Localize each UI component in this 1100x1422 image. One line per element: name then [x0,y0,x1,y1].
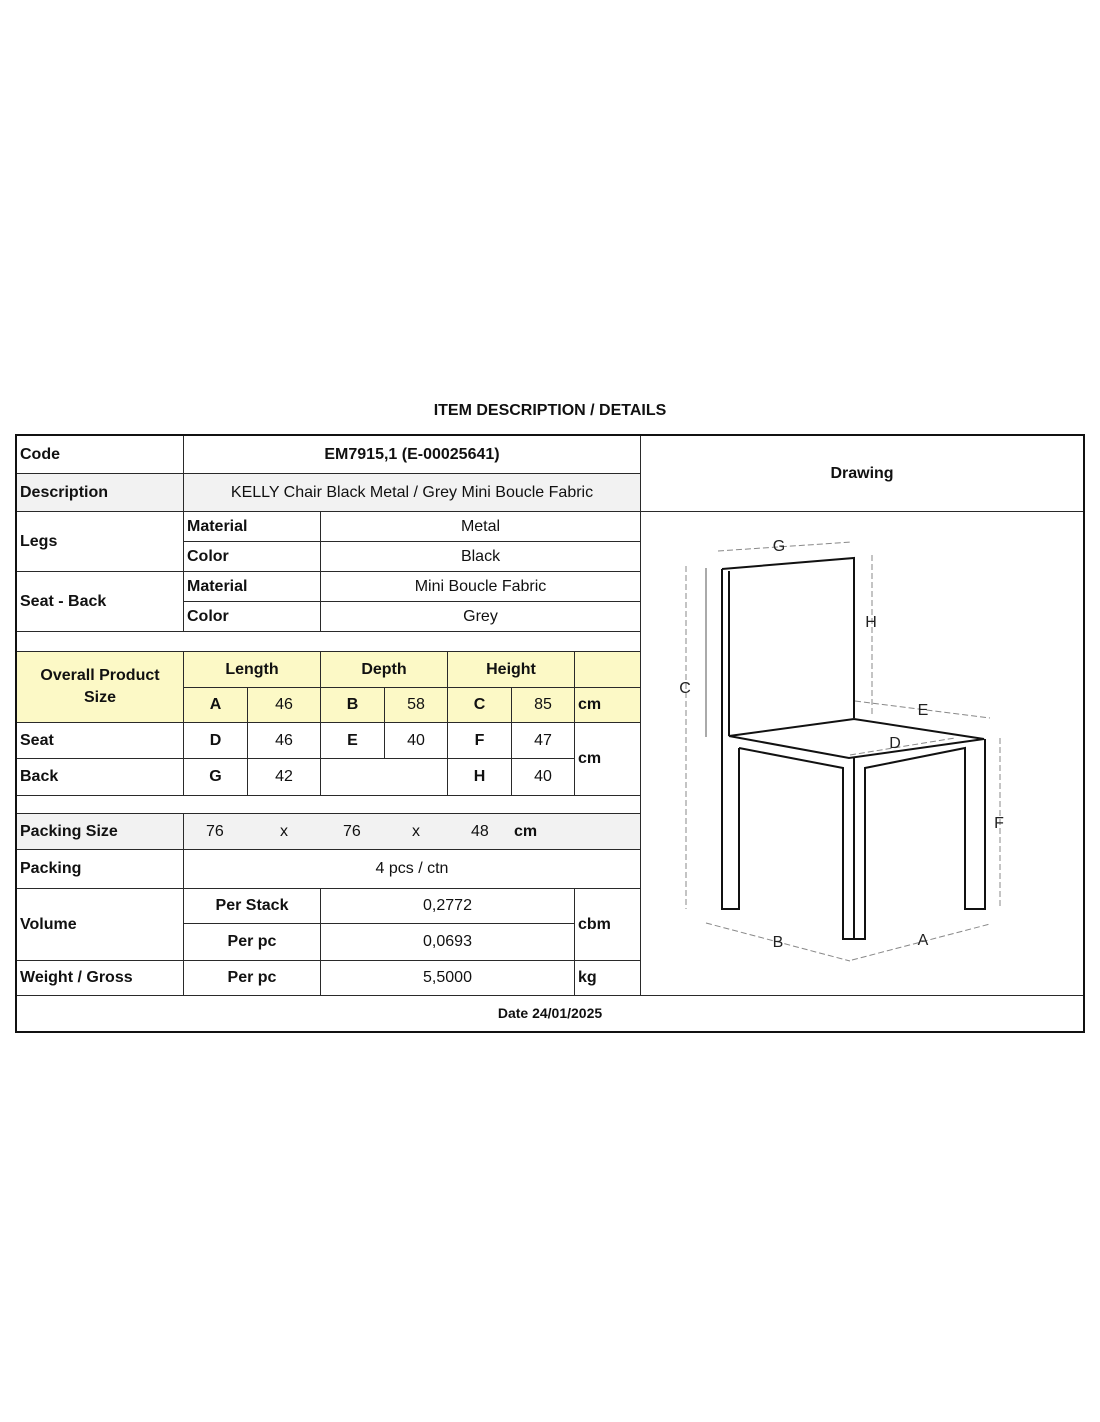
seat-back-color-label: Color [183,601,321,632]
date-footer: Date 24/01/2025 [16,995,1084,1032]
label-f: F [994,815,1004,833]
seat-back-unit: cm [574,722,641,796]
back-size-label: Back [16,758,184,796]
volume-label: Volume [16,888,184,961]
legs-label: Legs [16,511,184,572]
volume-unit: cbm [574,888,641,961]
packing-value: 4 pcs / ctn [183,849,641,889]
dim-g-label: G [183,758,248,796]
code-label: Code [16,435,184,474]
label-b: B [772,934,784,952]
seat-back-color: Grey [320,601,641,632]
dim-d-label: D [183,722,248,759]
dim-e-value: 40 [384,722,448,759]
chair-drawing [640,511,1085,991]
packing-width: 76 [343,822,361,840]
depth-header: Depth [320,651,448,688]
dim-h-value: 40 [511,758,575,796]
dim-c-value: 85 [511,687,575,723]
sheet-title: ITEM DESCRIPTION / DETAILS [433,402,667,419]
dim-g-value: 42 [247,758,321,796]
spacer-row [16,795,641,814]
unit-header-blank [574,651,641,688]
drawing-header: Drawing [640,435,1084,512]
per-stack-label: Per Stack [183,888,321,924]
packing-x2: x [412,822,420,840]
code-value: EM7915,1 (E-00025641) [183,435,641,474]
per-stack-value: 0,2772 [320,888,575,924]
weight-per-pc-label: Per pc [183,960,321,996]
height-header: Height [447,651,575,688]
label-c: C [679,680,691,698]
legs-material-label: Material [183,511,321,542]
packing-unit: cm [514,822,538,840]
dim-a-value: 46 [247,687,321,723]
label-d: D [889,735,901,753]
overall-size-label: Overall Product Size [16,651,184,723]
dim-h-label: H [447,758,512,796]
volume-per-pc-label: Per pc [183,923,321,961]
dim-f-label: F [447,722,512,759]
length-header: Length [183,651,321,688]
packing-x1: x [280,822,288,840]
dim-e-label: E [320,722,385,759]
empty-cell [320,758,448,796]
label-h: H [865,614,877,632]
chair-outline [722,558,985,939]
dim-b-label: B [320,687,385,723]
volume-per-pc-value: 0,0693 [320,923,575,961]
packing-size-value [183,813,641,850]
seat-back-material: Mini Boucle Fabric [320,571,641,602]
dim-d-value: 46 [247,722,321,759]
seat-size-label: Seat [16,722,184,759]
dim-f-value: 47 [511,722,575,759]
description-label: Description [16,473,184,512]
dim-b-value: 58 [384,687,448,723]
label-g: G [772,538,786,556]
label-e: E [917,702,929,720]
seat-back-material-label: Material [183,571,321,602]
weight-per-pc-value: 5,5000 [320,960,575,996]
drawing-panel [640,511,1084,996]
legs-color-label: Color [183,541,321,572]
dim-a-label: A [183,687,248,723]
label-a: A [917,932,929,950]
seat-back-label: Seat - Back [16,571,184,632]
packing-height: 48 [471,822,489,840]
weight-label: Weight / Gross [16,960,184,996]
packing-label: Packing [16,849,184,889]
overall-unit: cm [574,687,641,723]
packing-length: 76 [206,822,224,840]
legs-material: Metal [320,511,641,542]
dim-c-label: C [447,687,512,723]
weight-unit: kg [574,960,641,996]
legs-color: Black [320,541,641,572]
packing-size-label: Packing Size [16,813,184,850]
description-value: KELLY Chair Black Metal / Grey Mini Boucle Fabric [183,473,641,512]
spacer-row [16,631,641,652]
